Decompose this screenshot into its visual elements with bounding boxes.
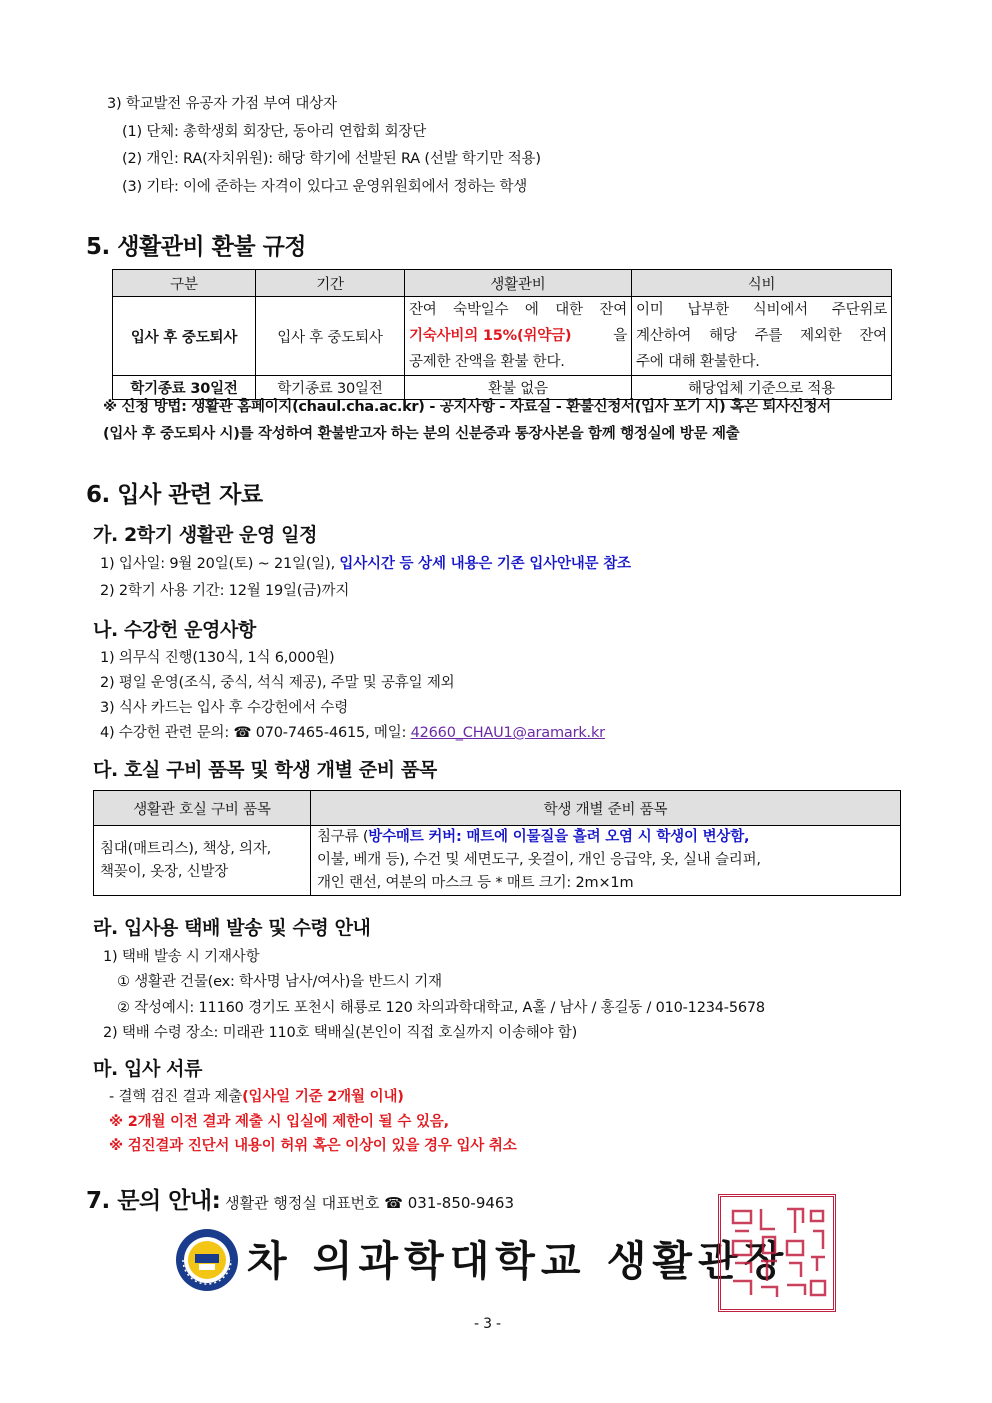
ma-line-1: [109, 1085, 404, 1106]
personal-items: [311, 826, 901, 896]
ra-line-1: 1) 택배 발송 시 기재사항: [103, 949, 260, 965]
na-line-4-text: 4) 수강헌 관련 문의: ☎ 070-7465-4615, 메일:: [100, 725, 411, 741]
refund-note-2: (입사 후 중도퇴사 시)를 작성하여 환불받고자 하는 분의 신분증과 통장사본을 함께 행정실에 방문 제출: [103, 426, 740, 442]
col-type: 구분: [113, 270, 256, 297]
row1-meal-a: 이미 납부한 식비에서 주단위로: [636, 302, 887, 318]
refund-table: [112, 269, 892, 400]
ga-line-1-text: 1) 입사일: 9월 20일(토) ~ 21일(일),: [100, 556, 340, 572]
col-personal: 학생 개별 준비 품목: [311, 791, 901, 826]
ra-line-1b: ② 작성예시: 11160 경기도 포천시 해룡로 120 차의과학대학교, A홀 / 남사 / 홍길동 / 010-1234-5678: [117, 1000, 765, 1016]
na-line-1: 1) 의무식 진행(130식, 1식 6,000원): [100, 650, 335, 666]
row1-fee-a: 잔여 숙박일수 에 대한 잔여: [409, 302, 627, 318]
row1-fee-b-line: [409, 323, 627, 349]
na-line-4: [100, 721, 605, 742]
s3-item-3: (3) 기타: 이에 준하는 자격이 있다고 운영위원회에서 정하는 학생: [122, 179, 528, 195]
provided-items-b: 책꽂이, 옷장, 신발장: [100, 863, 229, 880]
row2-meal: 해당업체 기준으로 적용: [632, 376, 892, 400]
ma-line-1-emphasis: (입사일 기준 2개월 이내): [242, 1089, 404, 1105]
section-6-heading: 6. 입사 관련 자료: [86, 482, 263, 508]
ra-line-2: 2) 택배 수령 장소: 미래관 110호 택배실(본인이 직접 호실까지 이송해야 함): [103, 1025, 578, 1041]
ma-line-1-text: - 결핵 검진 결과 제출: [109, 1089, 243, 1105]
row2-type: 학기종료 30일전: [113, 376, 256, 400]
col-period: 기간: [256, 270, 405, 297]
section-7-contact: 생활관 행정실 대표번호 ☎ 031-850-9463: [220, 1194, 515, 1212]
ga-line-1: [100, 552, 631, 573]
na-title: 나. 수강헌 운영사항: [93, 619, 256, 641]
provided-items-a: 침대(매트리스), 책상, 의자,: [100, 840, 272, 857]
personal-items-b: 이불, 베개 등), 수건 및 세면도구, 옷걸이, 개인 응급약, 옷, 실내 슬리퍼,: [317, 852, 761, 868]
ra-title: 라. 입사용 택배 발송 및 수령 안내: [93, 917, 371, 939]
page-number: - 3 -: [474, 1316, 501, 1332]
university-logo-icon: [175, 1228, 239, 1292]
row1-type: 입사 후 중도퇴사: [113, 297, 256, 376]
ma-note-2: ※ 검진결과 진단서 내용이 허위 혹은 이상이 있을 경우 입사 취소: [109, 1138, 517, 1154]
row1-fee: [405, 297, 632, 376]
ma-title: 마. 입사 서류: [93, 1058, 203, 1080]
col-fee: 생활관비: [405, 270, 632, 297]
row1-period: 입사 후 중도퇴사: [256, 297, 405, 376]
provided-items: [94, 826, 311, 896]
ga-line-2: 2) 2학기 사용 기간: 12월 19일(금)까지: [100, 583, 350, 599]
ma-note-1: ※ 2개월 이전 결과 제출 시 입실에 제한이 될 수 있음,: [109, 1114, 449, 1130]
col-provided: 생활관 호실 구비 품목: [94, 791, 311, 826]
section-7-heading: 7. 문의 안내:: [86, 1188, 221, 1214]
row1-fee-c: 을: [613, 328, 627, 344]
refund-note-1: ※ 신청 방법: 생활관 홈페이지(chaul.cha.ac.kr) - 공지사항 - 자료실 - 환불신청서(입사 포기 시) 혹은 퇴사신청서: [103, 399, 831, 415]
col-meal: 식비: [632, 270, 892, 297]
official-seal-icon: [718, 1194, 836, 1312]
personal-items-a-emphasis: 방수매트 커버: 매트에 이물질을 흘려 오염 시 학생이 변상함,: [368, 829, 750, 845]
na-line-2: 2) 평일 운영(조식, 중식, 석식 제공), 주말 및 공휴일 제외: [100, 675, 455, 691]
row1-meal-c: 주에 대해 환불한다.: [636, 354, 760, 370]
na-line-3: 3) 식사 카드는 입사 후 수강헌에서 수령: [100, 700, 349, 716]
section-5-heading: 5. 생활관비 환불 규정: [86, 234, 307, 260]
s3-item-1: (1) 단체: 총학생회 회장단, 동아리 연합회 회장단: [122, 124, 427, 140]
da-title: 다. 호실 구비 품목 및 학생 개별 준비 품목: [93, 759, 437, 781]
personal-items-c: 개인 랜선, 여분의 마스크 등 * 매트 크기: 2m×1m: [317, 875, 634, 891]
section-7: [86, 1182, 514, 1215]
footer-title: 차 의과학대학교 생활관장: [247, 1237, 790, 1285]
email-link[interactable]: 42660_CHAU1@aramark.kr: [410, 725, 605, 741]
personal-items-a: [317, 826, 894, 849]
s3-title: 3) 학교발전 유공자 가점 부여 대상자: [107, 96, 337, 112]
row1-meal-b: 계산하여 해당 주를 제외한 잔여: [636, 328, 887, 344]
row1-fee-b: 기숙사비의 15%(위약금): [409, 328, 572, 344]
row1-fee-d: 공제한 잔액을 환불 한다.: [409, 354, 565, 370]
row1-meal: [632, 297, 892, 376]
personal-items-a-text: 침구류 (: [317, 829, 369, 845]
ga-line-1-emphasis: 입사시간 등 상세 내용은 기존 입사안내문 참조: [339, 556, 631, 572]
ga-title: 가. 2학기 생활관 운영 일정: [93, 524, 318, 546]
ra-line-1a: ① 생활관 건물(ex: 학사명 남사/여사)을 반드시 기재: [117, 974, 442, 990]
items-table: [93, 790, 901, 896]
row2-fee: 환불 없음: [405, 376, 632, 400]
s3-item-2: (2) 개인: RA(자치위원): 해당 학기에 선발된 RA (선발 학기만 적용): [122, 151, 541, 167]
row2-period: 학기종료 30일전: [256, 376, 405, 400]
